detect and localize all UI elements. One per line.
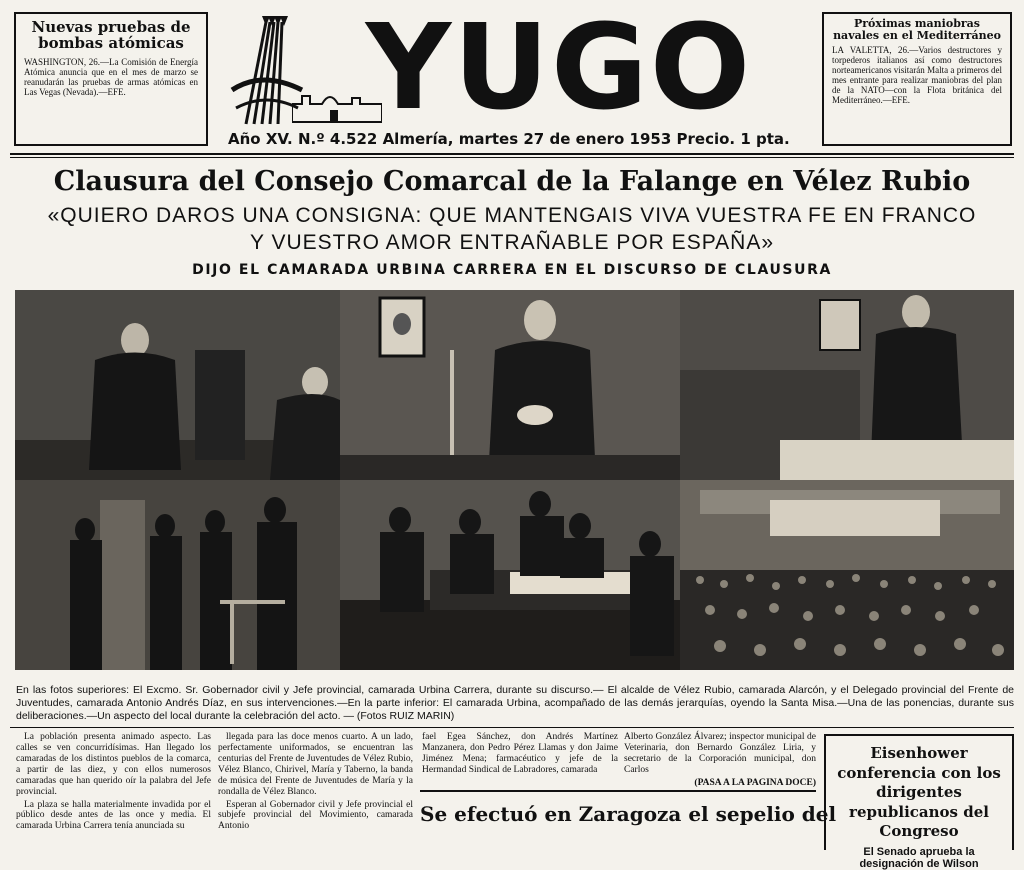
right-ear-brief: [822, 12, 1012, 146]
masthead-rule-thin: [10, 157, 1014, 158]
main-deck: DIJO EL CAMARADA URBINA CARRERA EN EL DISCURSO DE CLAUSURA: [192, 262, 832, 278]
col2-paragraph-2: Esperan al Gobernador civil y Jefe provincial el subjefe provincial del Movimiento, camarada Antonio: [218, 799, 413, 832]
col3-paragraph-1: fael Egea Sánchez, don Andrés Martínez Manzanera, don Pedro Pérez Llamas y don Jaime Jiménez Mena; farmacéutico y jefe de la Hermandad Sindical de Labradores, camarada: [422, 732, 618, 775]
left-brief-body: WASHINGTON, 26.—La Comisión de Energía Atómica anuncia que en el mes de marzo se reanudarán las pruebas de armas atómicas en Las Vegas (Nevada).—EFE.: [24, 56, 198, 97]
masthead-rule: [10, 153, 1014, 155]
bottom-story-rule: [420, 790, 816, 792]
body-column-1: [16, 732, 211, 834]
photo-delegate-speaking: [680, 290, 1014, 480]
col2-paragraph-1: llegada para las doce menos cuarto. A un lado, perfectamente uniformados, se encuentran las centurias del Frente de Juventudes de Vélez Rubio, Vélez Blanco, Chirivel, María y Taberno, la banda de música del Frente de Juventudes de María y la rondalla de Vélez Blanco.: [218, 732, 413, 797]
col4-paragraph-1: Alberto González Álvarez; inspector municipal de Veterinaria, don Bernardo González Liria, y secretario de la Corporación municipal, don Carlos: [624, 732, 816, 775]
main-subhead-line1: «QUIERO DAROS UNA CONSIGNA: QUE MANTENGAIS VIVA VUESTRA FE EN FRANCO: [47, 204, 977, 227]
main-headline: Clausura del Consejo Comarcal de la Falange en Vélez Rubio: [53, 166, 971, 197]
photo-governor-speech: [15, 290, 340, 480]
right-story-headline: Eisenhower conferencia con los dirigentes republicanos del Congreso: [837, 744, 1001, 840]
body-column-2: [218, 732, 413, 834]
right-story-subhead: El Senado aprueba la designación de Wilson: [859, 845, 979, 870]
photo-holy-mass: [15, 480, 340, 670]
right-story-box: [824, 734, 1014, 870]
col1-paragraph-1: La población presenta animado aspecto. Las calles se ven concurridísimas. Han llegado los camaradas de los distintos pueblos de la comarca, a partir de las diez, y con ellos numerosos camaradas que han querido oír la palabra del Jefe provincial.: [16, 732, 211, 797]
photo-committee-session: [340, 480, 680, 670]
photo-audience-hall: [680, 480, 1014, 670]
bottom-center-headline: Se efectuó en Zaragoza el sepelio del: [420, 802, 837, 826]
photo-caption: En las fotos superiores: El Excmo. Sr. Gobernador civil y Jefe provincial, camarada Urbina Carrera, durante su discurso.— El alcalde de Vélez Rubio, camarada Alarcón, y el Delegado provincial del Frente de Juventudes, camarada Antonio Andrés Díaz, en sus intervenciones.—En la parte inferior: El camarada Urbina, acompañado de las demás jerarquías, oyendo la Santa Misa.—Una de las ponencias, durante sus deliberaciones.—Un aspecto del local durante la celebración del acto. — (Fotos RUIZ MARIN): [16, 684, 1014, 723]
col1-paragraph-2: La plaza se halla materialmente invadida por el público desde antes de las once y media. El camarada Urbina Carrera tenía anunciada su: [16, 799, 211, 832]
main-subhead-line2: Y VUESTRO AMOR ENTRAÑABLE POR ESPAÑA»: [249, 231, 775, 254]
left-brief-title: Nuevas pruebas de bombas atómicas: [31, 18, 191, 52]
masthead: [222, 0, 812, 150]
photo-mayor-speaking: [340, 290, 680, 480]
right-brief-title: Próximas maniobras navales en el Mediterráneo: [833, 17, 1001, 42]
caption-rule: [10, 727, 1014, 728]
left-ear-brief: [14, 12, 208, 146]
body-column-3: [422, 732, 618, 778]
right-brief-body: LA VALETTA, 26.—Varios destructores y torpederos italianos así como destructores norteamericanos visitarán Malta a primeros del mes entrante para realizar maniobras del plan de la NATO—con la Flota británica del Mediterráneo.—EFE.: [832, 45, 1002, 106]
body-column-4: [624, 732, 816, 789]
jump-line: (PASA A LA PAGINA DOCE): [694, 777, 816, 788]
newspaper-title: YUGO: [365, 0, 753, 136]
issue-line: Año XV. N.º 4.522 Almería, martes 27 de enero 1953 Precio. 1 pta.: [228, 130, 790, 148]
